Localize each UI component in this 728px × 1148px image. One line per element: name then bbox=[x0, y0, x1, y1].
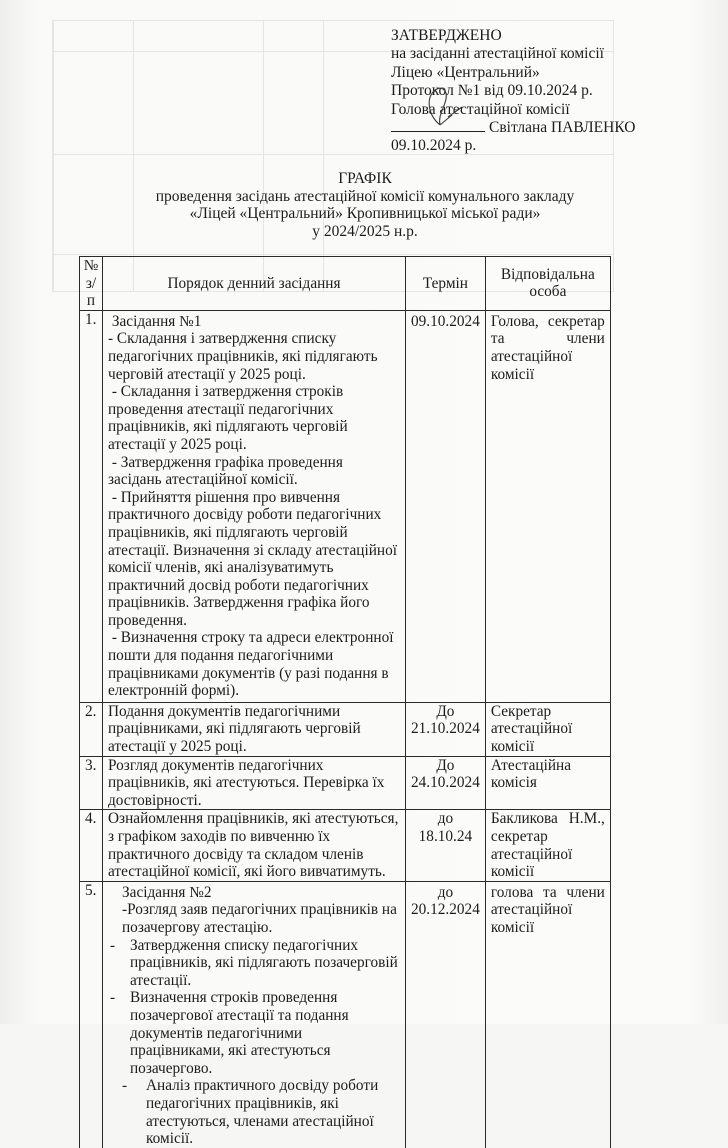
show-through-line bbox=[323, 21, 324, 291]
bullet-dash: - bbox=[122, 1077, 128, 1095]
table-row bbox=[80, 881, 611, 1147]
row-number: 5. bbox=[80, 881, 103, 1147]
agenda-item-text: Затвердження списку педагогічних працівників, які підлягають позачерговій атестації. bbox=[130, 936, 398, 989]
agenda-heading: Засідання №2 bbox=[122, 883, 212, 901]
row-responsible bbox=[485, 810, 610, 881]
term-prefix: до bbox=[437, 810, 454, 828]
bullet-dash: - bbox=[110, 989, 116, 1007]
agenda-item: - Визначення строку та адреси електронної пошти для подання педагогічними працівниками документів (у разі подання в електронній формі). bbox=[108, 629, 398, 700]
table-row bbox=[80, 702, 611, 756]
table-row bbox=[80, 310, 611, 702]
approval-line: Ліцею «Центральний» bbox=[391, 63, 540, 81]
document-title bbox=[150, 170, 580, 240]
header-agenda: Порядок денний засідання bbox=[103, 257, 406, 311]
table-header-row bbox=[80, 257, 611, 311]
term-date: 20.12.2024 bbox=[411, 901, 480, 919]
header-term: Термін bbox=[406, 257, 486, 311]
row-term bbox=[406, 881, 486, 1147]
responsible-line: Атестаційна bbox=[490, 756, 572, 774]
show-through-line bbox=[133, 21, 134, 291]
term-date: 21.10.2024 bbox=[411, 720, 480, 738]
responsible-line: атестаційної комісії bbox=[490, 845, 573, 881]
term-date: 18.10.24 bbox=[418, 828, 473, 845]
header-num: № з/п bbox=[80, 257, 103, 311]
agenda-intro: -Розгляд заяв педагогічних працівників на позачергову атестацію. bbox=[122, 901, 397, 936]
row-agenda: Подання документів педагогічними працівниками, які підлягають черговій атестації у 2025 році. bbox=[103, 702, 406, 756]
agenda-item bbox=[108, 1077, 400, 1147]
show-through-line bbox=[53, 21, 54, 291]
term-prefix: До bbox=[436, 702, 455, 720]
agenda-item bbox=[108, 937, 400, 990]
row-term bbox=[406, 810, 486, 881]
title-heading: ГРАФІК bbox=[338, 170, 392, 187]
title-line: у 2024/2025 н.р. bbox=[312, 222, 418, 240]
agenda-item bbox=[108, 989, 400, 1077]
row-term: 09.10.2024 bbox=[406, 310, 486, 702]
title-line: проведення засідань атестаційної комісії комунального закладу bbox=[155, 187, 575, 205]
agenda-item-text: Аналіз практичного досвіду роботи педагогічних працівників, які атестуються, членами атестаційної комісії. bbox=[146, 1077, 379, 1148]
responsible-line: секретар bbox=[490, 828, 548, 845]
approval-date: 09.10.2024 р. bbox=[391, 137, 477, 155]
agenda-item-text: Визначення строків проведення позачергової атестації та подання документів педагогічними працівниками, які атестуються позачергово. bbox=[130, 989, 349, 1077]
row-agenda: Ознайомлення працівників, які атестуються, з графіком заходів по вивченню їх практичного досвіду та складом членів атестаційної комісії, які його вивчатимуть. bbox=[103, 810, 406, 881]
row-term bbox=[406, 702, 486, 756]
responsible-line: Бакликова Н.М., bbox=[490, 810, 605, 828]
title-line: «Ліцей «Центральний» Кропивницької міської ради» bbox=[189, 205, 541, 222]
row-number: 1. bbox=[80, 310, 103, 702]
row-responsible bbox=[485, 702, 610, 756]
term-date: 24.10.2024 bbox=[411, 774, 480, 792]
responsible-line: Секретар bbox=[490, 702, 552, 720]
term-prefix: До bbox=[436, 756, 455, 774]
row-number: 3. bbox=[80, 756, 103, 810]
handwritten-signature-icon bbox=[418, 85, 478, 129]
approval-heading: ЗАТВЕРДЖЕНО bbox=[391, 27, 502, 44]
row-agenda: Розгляд документів педагогічних працівників, які атестуються. Перевірка їх достовірності. bbox=[103, 756, 406, 810]
responsible-line: атестаційної комісії bbox=[490, 720, 573, 756]
term-prefix: до bbox=[437, 883, 454, 901]
row-responsible bbox=[485, 756, 610, 810]
approval-line: на засіданні атестаційної комісії bbox=[391, 45, 604, 63]
row-responsible: голова та члени атестаційної комісії bbox=[485, 881, 610, 1147]
show-through-line bbox=[263, 21, 264, 291]
agenda-item: - Прийняття рішення про вивчення практичного досвіду роботи педагогічних працівників, які підлягають черговій атестації. Визначення зі складу атестаційної комісії членів, які аналізуватимуть практичний досвід роботи педагогічних працівників. Затвердження графіка його проведення. bbox=[108, 488, 401, 629]
row-agenda bbox=[103, 310, 406, 702]
agenda-item: - Складання і затвердження списку педагогічних працівників, які підлягають черговій атестації у 2025 році. bbox=[108, 330, 382, 383]
approval-protocol: Протокол №1 від 09.10.2024 р. bbox=[391, 82, 593, 100]
responsible-line: комісія bbox=[490, 774, 537, 792]
bullet-dash: - bbox=[110, 936, 116, 954]
approval-chair-title: Голова атестаційної комісії bbox=[391, 100, 570, 118]
row-responsible: Голова, секретар та члени атестаційної комісії bbox=[485, 310, 610, 702]
show-through-line bbox=[53, 254, 613, 255]
agenda-item: - Складання і затвердження строків проведення атестації педагогічних працівників, які підлягають черговій атестації у 2025 році. bbox=[108, 383, 352, 453]
table-row bbox=[80, 756, 611, 810]
row-agenda bbox=[103, 881, 406, 1147]
agenda-item: - Затвердження графіка проведення засідань атестаційної комісії. bbox=[108, 453, 347, 489]
row-number: 2. bbox=[80, 702, 103, 756]
row-number: 4. bbox=[80, 810, 103, 881]
row-term bbox=[406, 756, 486, 810]
schedule-table bbox=[79, 256, 611, 1148]
header-responsible: Відповідальна особа bbox=[485, 257, 610, 311]
agenda-heading: Засідання №1 bbox=[108, 312, 202, 330]
table-row bbox=[80, 810, 611, 881]
approval-chair-name: Світлана ПАВЛЕНКО bbox=[489, 119, 636, 137]
